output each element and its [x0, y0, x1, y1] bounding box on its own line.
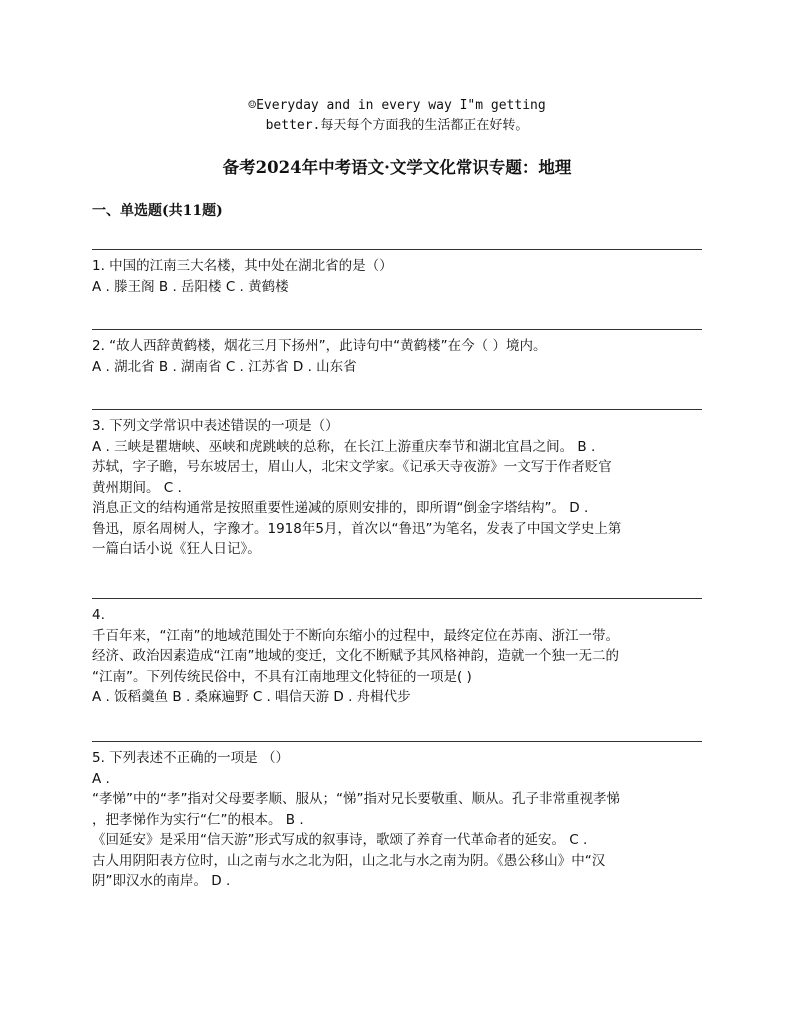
question-line: 千百年来，“江南”的地域范围处于不断向东缩小的过程中，最终定位在苏南、浙江一带。 [92, 627, 619, 644]
question-line: A . 三峡是瞿塘峡、巫峡和虎跳峡的总称，在长江上游重庆奉节和湖北宜昌之间。 B . [92, 438, 596, 455]
question-line: 苏轼，字子瞻，号东坡居士，眉山人，北宋文学家。《记承天寺夜游》一文写于作者贬官 [92, 459, 612, 475]
question-line: 消息正文的结构通常是按照重要性递减的原则安排的，即所谓“倒金字塔结构”。 D . [92, 500, 589, 516]
question-line: 古人用阴阳表方位时，山之南与水之北为阳，山之北与水之南为阴。《愚公移山》中“汉 [92, 852, 606, 869]
motto [0, 96, 794, 136]
page-title: 备考2024年中考语文·文学文化常识专题：地理 [222, 158, 572, 177]
question-divider [92, 409, 702, 410]
question-line: 经济、政治因素造成“江南”地域的变迁，文化不断赋予其风格神韵，造就一个独一无二的 [92, 648, 619, 664]
question-line: 《回延安》是采用“信天游”形式写成的叙事诗，歌颂了养育一代革命者的延安。 C . [92, 832, 588, 848]
question-line: 鲁迅，原名周树人，字豫才。1918年5月，首次以“鲁迅”为笔名，发表了中国文学史上第 [92, 520, 622, 537]
question-options: A . 滕王阁 B . 岳阳楼 C . 黄鹤楼 [92, 278, 289, 295]
question-line: “江南”。下列传统民俗中，不具有江南地理文化特征的一项是( ) [92, 668, 472, 685]
question-4 [92, 598, 702, 708]
question-3 [92, 409, 702, 560]
question-line: 一篇白话小说《狂人日记》。 [92, 541, 261, 557]
question-line: “孝悌”中的“孝”指对父母要孝顺、服从；“悌”指对兄长要敬重、顺从。孔子非常重视孝悌 [92, 791, 620, 807]
question-divider [92, 741, 702, 742]
question-options: A . 饭稻羹鱼 B . 桑麻遍野 C . 唱信天游 D . 舟楫代步 [92, 689, 411, 705]
question-divider [92, 329, 702, 330]
motto-line-1: ☺Everyday and in every way I"m getting [248, 98, 546, 113]
question-5 [92, 741, 702, 892]
question-line: A . [92, 770, 110, 787]
question-divider [92, 598, 702, 599]
question-line: 3. 下列文学常识中表述错误的一项是（） [92, 418, 339, 434]
question-options: A . 湖北省 B . 湖南省 C . 江苏省 D . 山东省 [92, 358, 357, 375]
question-1 [92, 249, 702, 297]
question-divider [92, 249, 702, 250]
question-line: 5. 下列表述不正确的一项是 （） [92, 750, 289, 766]
question-line: 黄州期间。 C . [92, 479, 182, 496]
section-heading: 一、单选题(共11题) [92, 203, 223, 219]
question-line: 阴”即汉水的南岸。 D . [92, 873, 231, 889]
question-line: ，把孝悌作为实行“仁”的根本。 B . [92, 811, 304, 828]
motto-line-2: better.每天每个方面我的生活都正在好转。 [265, 118, 529, 133]
question-line: 4. [92, 607, 105, 623]
question-line: 2. “故人西辞黄鹤楼，烟花三月下扬州”，此诗句中“黄鹤楼”在今（ ）境内。 [92, 338, 547, 354]
question-2 [92, 329, 702, 377]
question-line: 1. 中国的江南三大名楼，其中处在湖北省的是（） [92, 258, 393, 274]
